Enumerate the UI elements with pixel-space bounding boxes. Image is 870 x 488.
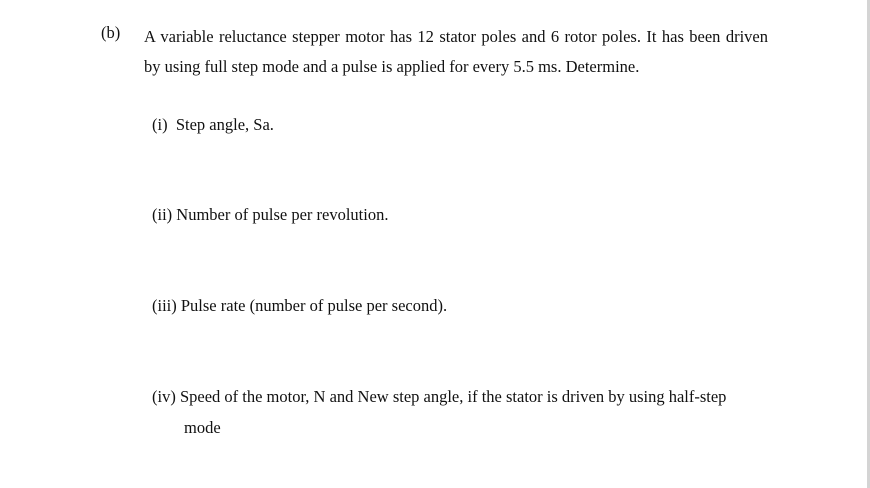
sub-question-iii (152, 295, 447, 317)
sub-question-ii (152, 204, 388, 226)
sub-question-text: Step angle, Sa. (175, 115, 274, 134)
question-label: (b) (101, 23, 121, 42)
question-text: A variable reluctance stepper motor has 12 stator poles and 6 rotor poles. It has been driven by using full step mode and a pulse is applied for every 5.5 ms. Determine. (144, 27, 768, 76)
sub-question-number: (ii) (152, 205, 173, 224)
sub-question-iv-continuation: mode (184, 418, 221, 437)
sub-question-text: Number of pulse per revolution. (176, 205, 389, 224)
sub-question-iv (152, 386, 726, 408)
sub-question-number: (iii) (152, 296, 177, 315)
sub-question-i (152, 114, 274, 136)
sub-question-text: Speed of the motor, N and New step angle, if the stator is driven by using half-step (179, 387, 727, 406)
sub-question-number: (i) (152, 115, 168, 134)
sub-question-number: (iv) (152, 387, 176, 406)
sub-question-text: Pulse rate (number of pulse per second). (180, 296, 448, 315)
